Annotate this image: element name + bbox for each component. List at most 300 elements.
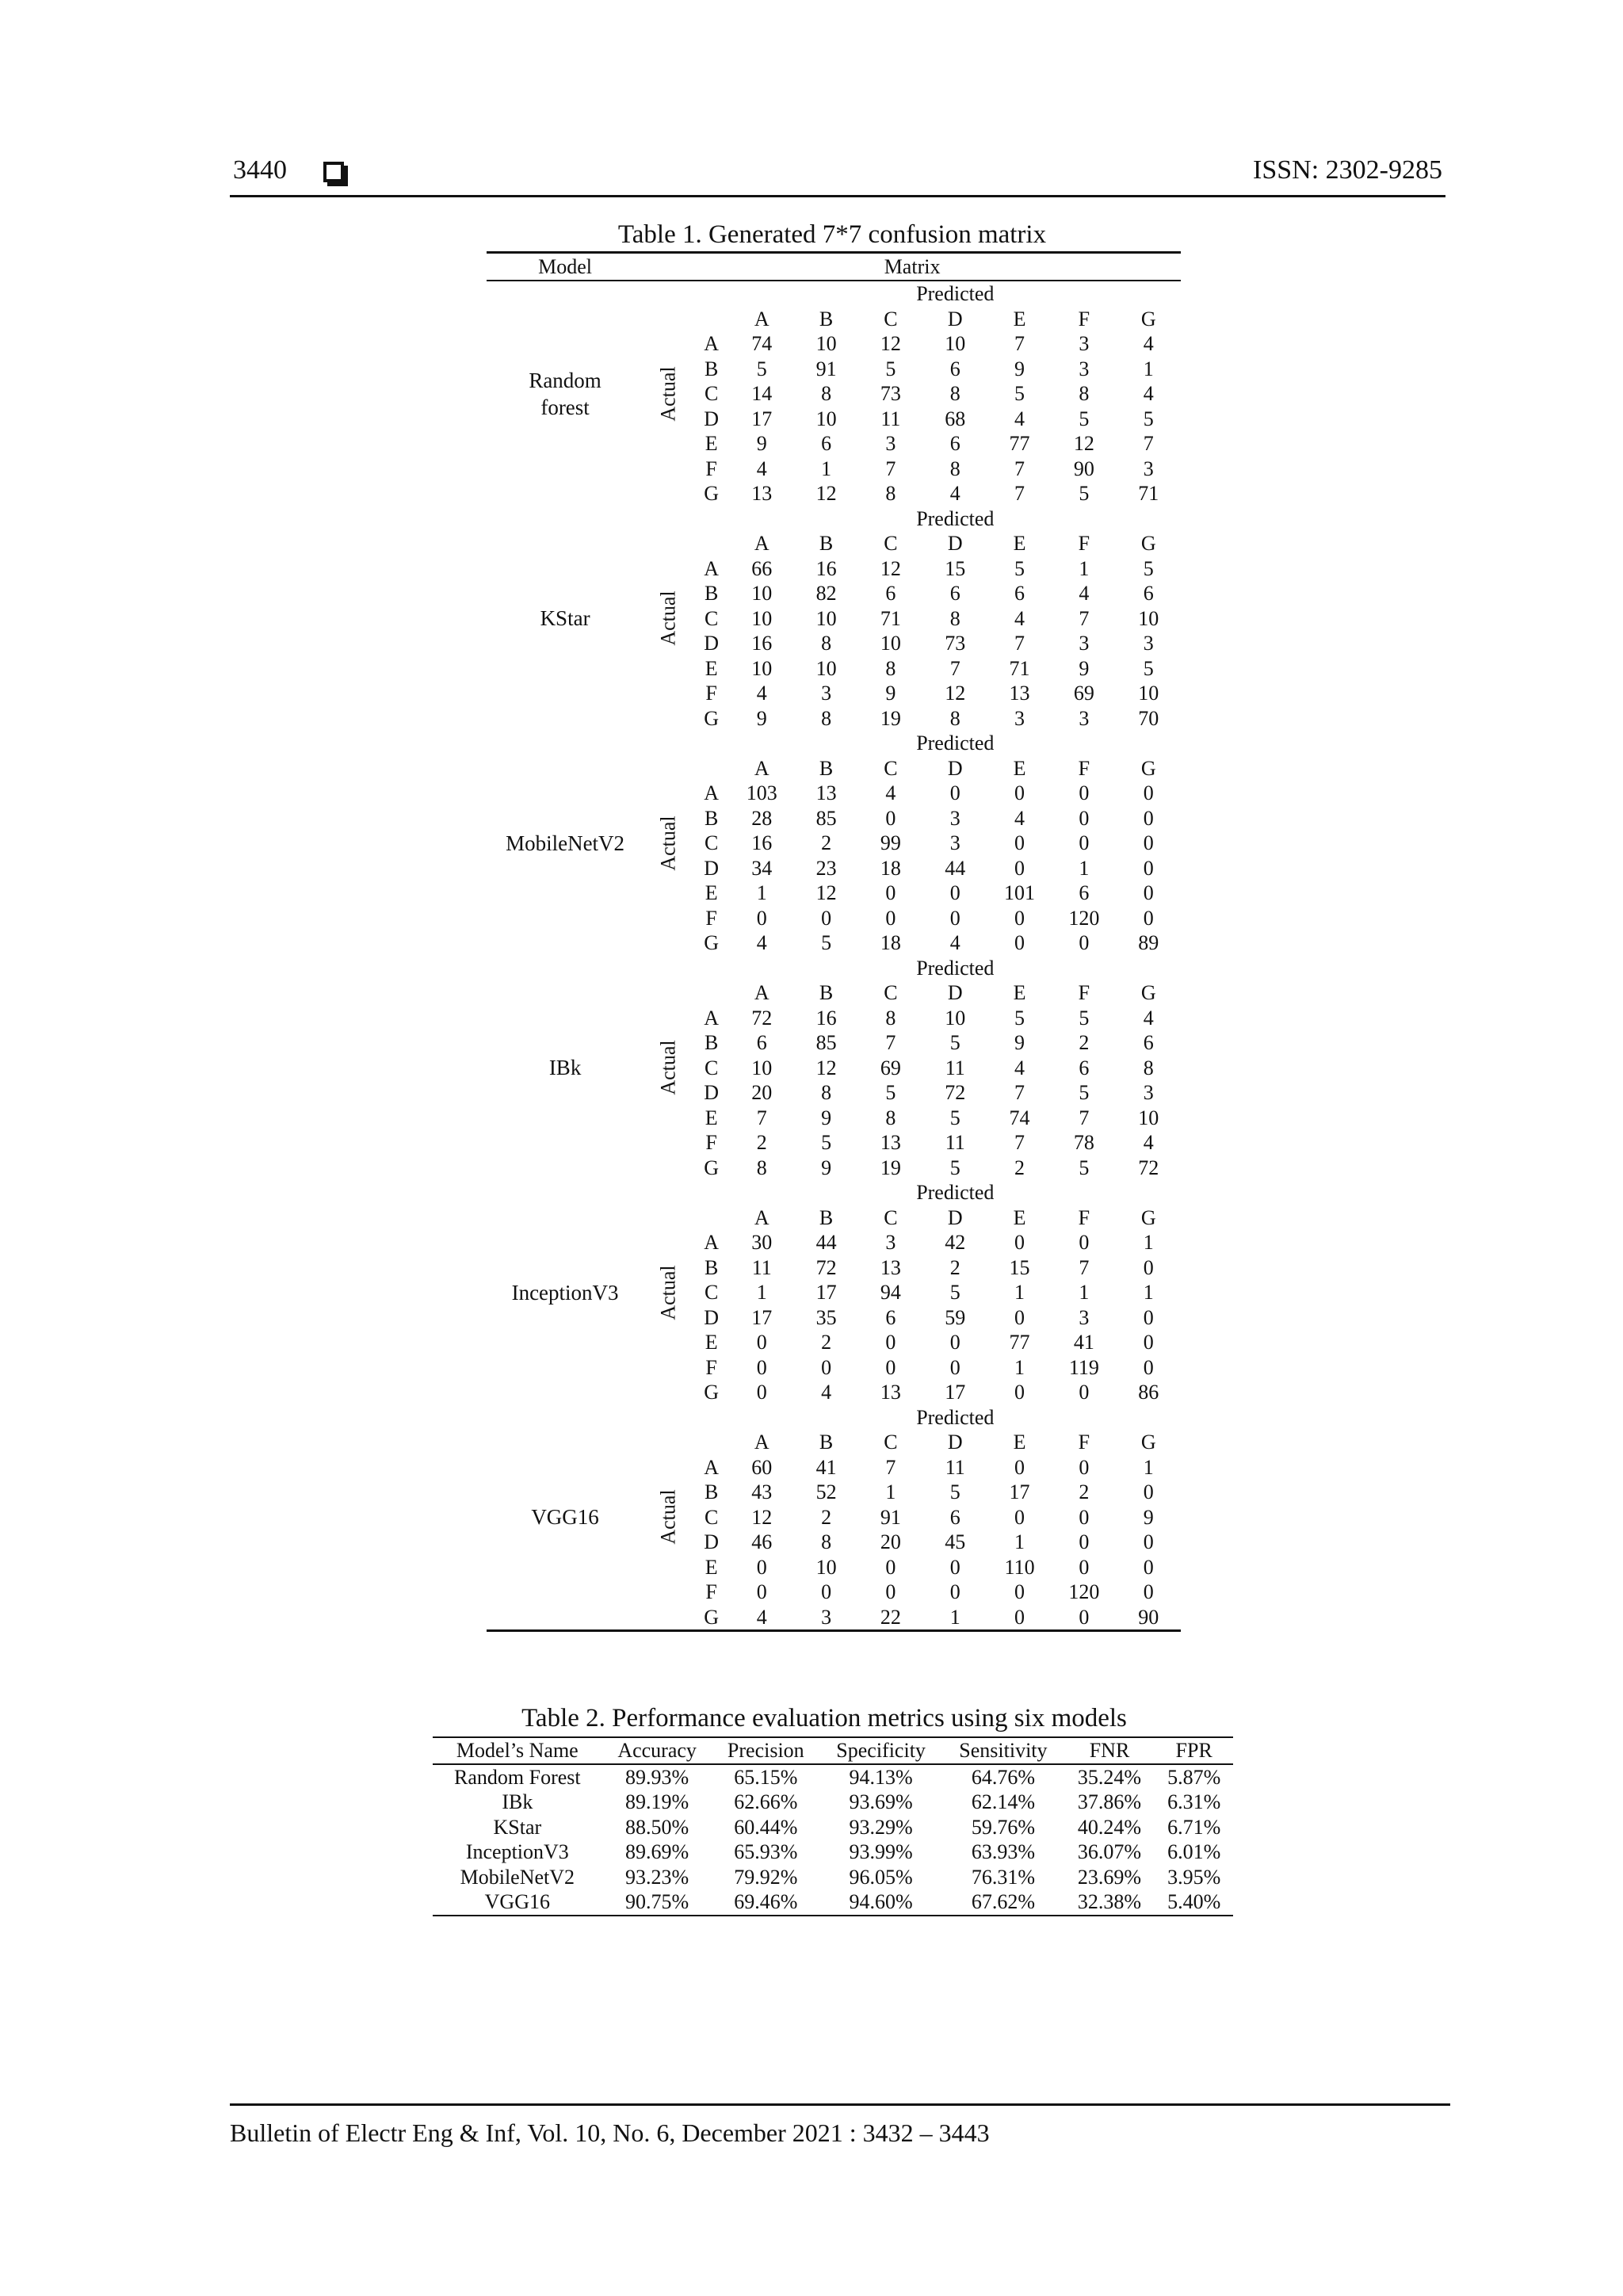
matrix-cell: 4 — [1143, 382, 1154, 405]
metrics-table — [433, 1736, 1233, 1916]
actual-class-label: F — [705, 1355, 717, 1379]
matrix-cell: 8 — [885, 1106, 896, 1129]
matrix-cell: 0 — [949, 906, 960, 930]
matrix-cell: 73 — [945, 632, 966, 655]
actual-class-label: E — [705, 1106, 718, 1129]
actual-class-label: C — [704, 606, 719, 630]
actual-label-text: Actual — [656, 1489, 680, 1545]
actual-class-label: E — [705, 432, 718, 455]
matrix-cell: 11 — [945, 1056, 965, 1079]
matrix-cell: 3 — [949, 806, 960, 830]
matrix-cell: 1 — [1014, 1281, 1025, 1304]
matrix-cell: 3 — [1143, 632, 1154, 655]
matrix-cell: 44 — [815, 1231, 837, 1254]
actual-class-label: C — [704, 1056, 719, 1079]
matrix-cell: 0 — [1079, 806, 1090, 830]
metrics-col-header: Accuracy — [602, 1737, 712, 1764]
matrix-cell: 8 — [885, 656, 896, 680]
matrix-cell: 85 — [815, 1031, 837, 1054]
predicted-class-header: B — [819, 1431, 834, 1454]
predicted-row — [487, 281, 1181, 307]
matrix-cell: 3 — [1079, 332, 1090, 355]
metrics-cell: 60.44% — [734, 1815, 798, 1839]
model-name-4 — [487, 1180, 643, 1405]
model-name-line: MobileNetV2 — [506, 831, 625, 855]
actual-class-label: B — [704, 1480, 719, 1503]
matrix-cell: 0 — [1014, 831, 1025, 854]
actual-class-label: G — [704, 482, 720, 505]
model-name-1 — [487, 506, 643, 732]
spacer-cell — [693, 756, 730, 781]
matrix-cell: 4 — [949, 482, 960, 505]
matrix-cell: 2 — [821, 831, 832, 854]
matrix-cell: 16 — [815, 1006, 837, 1030]
matrix-cell: 2 — [1014, 1156, 1025, 1179]
predicted-class-header: E — [1013, 756, 1026, 780]
matrix-cell: 0 — [1014, 1305, 1025, 1329]
matrix-cell: 4 — [1014, 1056, 1025, 1079]
actual-class-label: A — [704, 1231, 720, 1254]
matrix-cell: 7 — [1014, 482, 1025, 505]
spacer-cell — [693, 506, 730, 532]
matrix-cell: 71 — [880, 606, 901, 630]
metrics-cell: 65.15% — [734, 1765, 798, 1789]
matrix-cell: 8 — [821, 1530, 832, 1553]
predicted-class-header: D — [947, 307, 963, 330]
predicted-class-header: C — [884, 981, 898, 1004]
matrix-cell: 6 — [756, 1031, 767, 1054]
predicted-class-header: C — [884, 1431, 898, 1454]
predicted-class-header: D — [947, 756, 963, 780]
matrix-cell: 1 — [1014, 1530, 1025, 1553]
metrics-cell: 67.62% — [971, 1890, 1035, 1914]
matrix-cell: 7 — [1014, 632, 1025, 655]
actual-label — [643, 1180, 693, 1405]
matrix-cell: 5 — [1143, 407, 1154, 430]
matrix-cell: 5 — [1143, 656, 1154, 680]
actual-label — [643, 506, 693, 732]
table2-caption: Table 2. Performance evaluation metrics using six models — [521, 1704, 1127, 1733]
matrix-cell: 0 — [1143, 856, 1154, 880]
matrix-cell: 8 — [949, 457, 960, 480]
matrix-cell: 10 — [751, 656, 773, 680]
matrix-cell: 74 — [751, 332, 773, 355]
matrix-cell: 9 — [756, 432, 767, 455]
metrics-cell: 63.93% — [971, 1840, 1035, 1864]
metrics-cell: IBk — [502, 1790, 533, 1814]
matrix-cell: 0 — [756, 1580, 767, 1603]
actual-label-text: Actual — [656, 816, 680, 871]
matrix-cell: 0 — [1143, 1305, 1154, 1329]
matrix-cell: 4 — [756, 1605, 767, 1629]
matrix-cell: 5 — [1014, 1006, 1025, 1030]
matrix-cell: 5 — [1079, 1081, 1090, 1104]
predicted-class-header: E — [1013, 532, 1026, 555]
matrix-cell: 9 — [1014, 357, 1025, 380]
matrix-cell: 13 — [815, 781, 837, 804]
actual-class-label: E — [705, 1331, 718, 1354]
matrix-cell: 2 — [1079, 1031, 1090, 1054]
matrix-cell: 0 — [1143, 806, 1154, 830]
predicted-class-header: E — [1013, 307, 1026, 330]
matrix-cell: 9 — [756, 706, 767, 730]
predicted-row — [487, 1405, 1181, 1431]
matrix-cell: 72 — [751, 1006, 773, 1030]
metrics-cell: 6.31% — [1167, 1790, 1221, 1814]
matrix-cell: 86 — [1138, 1381, 1159, 1404]
spacer-cell — [693, 307, 730, 332]
matrix-cell: 5 — [1143, 556, 1154, 580]
matrix-cell: 0 — [1014, 1381, 1025, 1404]
metrics-row — [433, 1865, 1233, 1890]
matrix-cell: 8 — [949, 706, 960, 730]
matrix-cell: 12 — [945, 682, 966, 705]
matrix-cell: 78 — [1073, 1131, 1094, 1154]
matrix-cell: 72 — [815, 1255, 837, 1279]
matrix-cell: 22 — [880, 1605, 901, 1629]
actual-class-label: G — [704, 706, 720, 730]
matrix-cell: 0 — [949, 881, 960, 904]
actual-class-label: G — [704, 1605, 720, 1629]
matrix-cell: 5 — [821, 931, 832, 954]
metrics-cell: 32.38% — [1077, 1890, 1142, 1914]
metrics-cell: 36.07% — [1077, 1840, 1142, 1864]
matrix-cell: 7 — [949, 656, 960, 680]
matrix-cell: 6 — [885, 582, 896, 605]
matrix-cell: 0 — [1014, 781, 1025, 804]
matrix-cell: 0 — [756, 1355, 767, 1379]
matrix-cell: 6 — [1014, 582, 1025, 605]
matrix-cell: 3 — [885, 432, 896, 455]
predicted-row — [487, 956, 1181, 981]
predicted-class-header: F — [1078, 756, 1090, 780]
actual-class-label: F — [705, 906, 717, 930]
matrix-cell: 0 — [885, 1580, 896, 1603]
predicted-class-header: A — [754, 756, 769, 780]
matrix-cell: 0 — [885, 1555, 896, 1579]
actual-label-text: Actual — [656, 366, 680, 422]
actual-class-label: A — [704, 332, 720, 355]
matrix-cell: 60 — [751, 1455, 773, 1479]
metrics-cell: 40.24% — [1077, 1815, 1142, 1839]
actual-class-label: G — [704, 1156, 720, 1179]
matrix-cell: 6 — [885, 1305, 896, 1329]
matrix-cell: 0 — [1014, 1605, 1025, 1629]
matrix-cell: 46 — [751, 1530, 773, 1553]
matrix-cell: 13 — [751, 482, 773, 505]
matrix-cell: 2 — [949, 1255, 960, 1279]
metrics-row — [433, 1790, 1233, 1816]
matrix-cell: 5 — [1079, 1006, 1090, 1030]
matrix-cell: 0 — [949, 1331, 960, 1354]
matrix-cell: 10 — [880, 632, 901, 655]
metrics-cell: 79.92% — [734, 1865, 798, 1889]
matrix-cell: 10 — [815, 656, 837, 680]
predicted-label: Predicted — [916, 732, 995, 755]
matrix-cell: 6 — [1079, 881, 1090, 904]
predicted-class-header: A — [754, 532, 769, 555]
issn-label: ISSN: 2302-9285 — [1253, 155, 1442, 185]
matrix-cell: 3 — [949, 831, 960, 854]
spacer-cell — [693, 1430, 730, 1455]
matrix-cell: 2 — [821, 1505, 832, 1529]
matrix-cell: 18 — [880, 856, 901, 880]
actual-class-label: B — [704, 1031, 719, 1054]
actual-class-label: G — [704, 1381, 720, 1404]
matrix-cell: 9 — [885, 682, 896, 705]
matrix-cell: 10 — [815, 606, 837, 630]
matrix-cell: 59 — [945, 1305, 966, 1329]
actual-class-label: B — [704, 1255, 719, 1279]
predicted-class-header: G — [1140, 1431, 1156, 1454]
matrix-cell: 8 — [821, 632, 832, 655]
actual-class-label: F — [705, 1580, 717, 1603]
matrix-cell: 0 — [1143, 1530, 1154, 1553]
matrix-cell: 15 — [1009, 1255, 1030, 1279]
matrix-cell: 1 — [885, 1480, 896, 1503]
metrics-cell: 90.75% — [625, 1890, 689, 1914]
matrix-cell: 0 — [1079, 831, 1090, 854]
predicted-class-header: B — [819, 1205, 834, 1229]
metrics-cell: 65.93% — [734, 1840, 798, 1864]
matrix-cell: 0 — [1014, 906, 1025, 930]
matrix-cell: 6 — [1079, 1056, 1090, 1079]
matrix-cell: 0 — [756, 1555, 767, 1579]
matrix-cell: 1 — [1079, 556, 1090, 580]
matrix-cell: 8 — [885, 1006, 896, 1030]
matrix-cell: 16 — [751, 632, 773, 655]
matrix-cell: 5 — [949, 1031, 960, 1054]
predicted-class-header: C — [884, 1205, 898, 1229]
journal-citation: Bulletin of Electr Eng & Inf, Vol. 10, No. 6, December 2021 : 3432 – 3443 — [230, 2118, 990, 2147]
predicted-class-header: C — [884, 756, 898, 780]
page-header — [230, 155, 1445, 197]
matrix-cell: 5 — [885, 1081, 896, 1104]
matrix-cell: 20 — [880, 1530, 901, 1553]
metrics-cell: 89.93% — [625, 1765, 689, 1789]
matrix-cell: 45 — [945, 1530, 966, 1553]
actual-class-label: C — [704, 382, 719, 405]
actual-class-label: B — [704, 357, 719, 380]
matrix-cell: 30 — [751, 1231, 773, 1254]
matrix-cell: 2 — [756, 1131, 767, 1154]
metrics-cell: 35.24% — [1077, 1765, 1142, 1789]
matrix-cell: 6 — [821, 432, 832, 455]
predicted-row — [487, 731, 1181, 756]
predicted-class-header: F — [1078, 1431, 1090, 1454]
matrix-cell: 7 — [1014, 332, 1025, 355]
actual-label — [643, 956, 693, 1181]
actual-label — [643, 281, 693, 506]
metrics-cell: 5.87% — [1167, 1765, 1221, 1789]
matrix-cell: 0 — [1143, 781, 1154, 804]
model-name-line: IBk — [548, 1056, 582, 1080]
matrix-cell: 0 — [1014, 856, 1025, 880]
matrix-cell: 68 — [945, 407, 966, 430]
matrix-cell: 0 — [1079, 1381, 1090, 1404]
matrix-cell: 73 — [880, 382, 901, 405]
matrix-cell: 10 — [1138, 606, 1159, 630]
matrix-cell: 7 — [1079, 1106, 1090, 1129]
matrix-cell: 44 — [945, 856, 966, 880]
predicted-class-header: G — [1140, 532, 1156, 555]
predicted-class-header: B — [819, 981, 834, 1004]
matrix-cell: 52 — [815, 1480, 837, 1503]
actual-class-label: D — [704, 1305, 720, 1329]
matrix-cell: 15 — [945, 556, 966, 580]
matrix-cell: 0 — [1143, 1480, 1154, 1503]
actual-class-label: D — [704, 1081, 720, 1104]
actual-class-label: D — [704, 407, 720, 430]
matrix-cell: 4 — [821, 1381, 832, 1404]
actual-class-label: A — [704, 1455, 720, 1479]
matrix-cell: 0 — [756, 1381, 767, 1404]
predicted-class-header: D — [947, 532, 963, 555]
model-name-5 — [487, 1405, 643, 1631]
matrix-cell: 119 — [1068, 1355, 1099, 1379]
matrix-cell: 0 — [1079, 1605, 1090, 1629]
matrix-cell: 1 — [1143, 1231, 1154, 1254]
matrix-cell: 0 — [1143, 1331, 1154, 1354]
matrix-cell: 4 — [1143, 1131, 1154, 1154]
matrix-cell: 12 — [880, 332, 901, 355]
matrix-cell: 0 — [885, 906, 896, 930]
matrix-cell: 0 — [1143, 1255, 1154, 1279]
actual-class-label: B — [704, 806, 719, 830]
matrix-cell: 4 — [885, 781, 896, 804]
actual-class-label: C — [704, 1281, 719, 1304]
matrix-cell: 0 — [1143, 831, 1154, 854]
matrix-cell: 5 — [949, 1281, 960, 1304]
matrix-cell: 4 — [1014, 606, 1025, 630]
matrix-cell: 5 — [1079, 407, 1090, 430]
metrics-cell: 6.71% — [1167, 1815, 1221, 1839]
matrix-cell: 17 — [945, 1381, 966, 1404]
matrix-cell: 3 — [1079, 706, 1090, 730]
metrics-cell: 69.46% — [734, 1890, 798, 1914]
model-name-2 — [487, 731, 643, 956]
matrix-cell: 0 — [1079, 1555, 1090, 1579]
matrix-cell: 0 — [1014, 1505, 1025, 1529]
matrix-cell: 0 — [1079, 1231, 1090, 1254]
matrix-cell: 77 — [1009, 1331, 1030, 1354]
matrix-cell: 69 — [880, 1056, 901, 1079]
matrix-cell: 5 — [821, 1131, 832, 1154]
matrix-cell: 120 — [1068, 1580, 1100, 1603]
matrix-cell: 110 — [1004, 1555, 1035, 1579]
matrix-cell: 16 — [751, 831, 773, 854]
matrix-cell: 0 — [1079, 1530, 1090, 1553]
actual-label — [643, 731, 693, 956]
matrix-cell: 4 — [1014, 806, 1025, 830]
matrix-cell: 7 — [1079, 606, 1090, 630]
predicted-label: Predicted — [916, 1405, 995, 1429]
matrix-cell: 0 — [1143, 1355, 1154, 1379]
predicted-class-header: A — [754, 307, 769, 330]
matrix-cell: 6 — [1143, 582, 1154, 605]
matrix-cell: 10 — [1138, 1106, 1159, 1129]
matrix-cell: 1 — [821, 457, 832, 480]
matrix-cell: 5 — [1079, 482, 1090, 505]
matrix-cell: 7 — [1143, 432, 1154, 455]
matrix-cell: 5 — [949, 1156, 960, 1179]
predicted-class-header: E — [1013, 981, 1026, 1004]
predicted-class-header: C — [884, 532, 898, 555]
matrix-cell: 10 — [1138, 682, 1159, 705]
spacer-cell — [693, 1405, 730, 1431]
metrics-row — [433, 1890, 1233, 1916]
matrix-cell: 8 — [949, 606, 960, 630]
matrix-cell: 0 — [1079, 931, 1090, 954]
metrics-col-header: FNR — [1064, 1737, 1155, 1764]
matrix-cell: 120 — [1068, 906, 1100, 930]
spacer-cell — [693, 531, 730, 556]
matrix-cell: 0 — [756, 906, 767, 930]
matrix-cell: 8 — [1079, 382, 1090, 405]
predicted-class-header: A — [754, 1205, 769, 1229]
matrix-cell: 9 — [1079, 656, 1090, 680]
matrix-cell: 74 — [1009, 1106, 1030, 1129]
matrix-cell: 12 — [751, 1505, 773, 1529]
matrix-cell: 4 — [1143, 332, 1154, 355]
page-footer — [230, 2103, 1450, 2148]
matrix-cell: 3 — [1143, 457, 1154, 480]
model-name-3 — [487, 956, 643, 1181]
matrix-cell: 72 — [945, 1081, 966, 1104]
predicted-label: Predicted — [916, 1181, 995, 1204]
matrix-cell: 0 — [1143, 1555, 1154, 1579]
matrix-cell: 99 — [880, 831, 901, 854]
matrix-cell: 10 — [751, 606, 773, 630]
matrix-cell: 6 — [949, 1505, 960, 1529]
model-name-line: VGG16 — [531, 1505, 599, 1530]
matrix-cell: 3 — [821, 1605, 832, 1629]
matrix-cell: 66 — [751, 556, 773, 580]
matrix-cell: 13 — [880, 1131, 901, 1154]
metrics-cell: 94.13% — [849, 1765, 913, 1789]
metrics-cell: 93.69% — [849, 1790, 913, 1814]
matrix-cell: 1 — [1079, 856, 1090, 880]
matrix-cell: 19 — [880, 1156, 901, 1179]
matrix-cell: 4 — [756, 682, 767, 705]
matrix-cell: 12 — [815, 482, 837, 505]
matrix-cell: 12 — [815, 1056, 837, 1079]
matrix-cell: 11 — [880, 407, 901, 430]
matrix-cell: 90 — [1138, 1605, 1159, 1629]
matrix-cell: 17 — [751, 1305, 773, 1329]
matrix-cell: 4 — [949, 931, 960, 954]
metrics-col-header: Specificity — [819, 1737, 942, 1764]
matrix-cell: 4 — [1014, 407, 1025, 430]
matrix-cell: 4 — [756, 457, 767, 480]
spacer-cell — [693, 731, 730, 756]
matrix-cell: 13 — [880, 1381, 901, 1404]
matrix-cell: 1 — [1079, 1281, 1090, 1304]
actual-class-label: B — [704, 582, 719, 605]
matrix-cell: 71 — [1138, 482, 1159, 505]
metrics-cell: 64.76% — [971, 1765, 1035, 1789]
matrix-cell: 10 — [815, 1555, 837, 1579]
matrix-cell: 7 — [885, 1455, 896, 1479]
model-name-line: forest — [540, 395, 590, 419]
matrix-cell: 0 — [1143, 1580, 1154, 1603]
matrix-cell: 2 — [1079, 1480, 1090, 1503]
matrix-cell: 89 — [1138, 931, 1159, 954]
matrix-cell: 85 — [815, 806, 837, 830]
matrix-cell: 1 — [1143, 1281, 1154, 1304]
matrix-cell: 9 — [821, 1106, 832, 1129]
actual-class-label: E — [705, 1555, 718, 1579]
